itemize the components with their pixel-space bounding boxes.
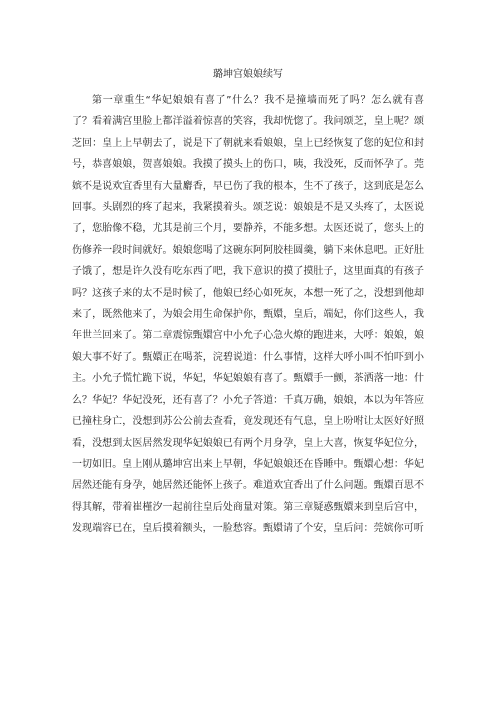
document-body: 第一章重生“华妃娘娘有喜了”什么？我不是撞墙而死了吗？怎么就有喜了？看着满宫里脸上都洋溢着惊喜的笑容，我却恍惚了。我问颂芝，皇上呢？颂芝回：皇上上早朝去了，说是下了朝就来看娘娘，皇上已经恢复了您的妃位和封号，恭喜娘娘，贺喜娘娘。我摸了摸头上的伤口，咦，我没死，反而怀孕了。莞嫔不是说欢宜香里有大量麝香，早已伤了我的根本，生不了孩子，这到底是怎么回事。头剧烈的疼了起来，我紧摸着头。颂芝说：娘娘是不是又头疼了，太医说了，您胎像不稳，尤其是前三个月，要静养，不能多想。太医还说了，您头上的伤修养一段时间就好。娘娘您喝了这碗东阿阿胶桂圆羹，躺下来休息吧。正好肚子饿了，想是许久没有吃东西了吧，我下意识的摸了摸肚子，这里面真的有孩子吗？这孩子来的太不是时候了，他娘已经心如死灰，本想一死了之，没想到他却来了，既然他来了，为娘会用生命保护你，甄嬛，皇后，端妃，你们这些人，我年世兰回来了。第二章震惊甄嬛宫中小允子心急火燎的跑进来，大呼：娘娘，娘娘大事不好了。甄嬛正在喝茶，浣碧说道：什么事情，这样大呼小叫不怕吓到小主。小允子慌忙跪下说，华妃，华妃娘娘有喜了。甄嬛手一颤，茶洒落一地：什么？华妃？华妃没死，还有喜了？小允子答道：千真万确，娘娘，本以为年答应已撞柱身亡，没想到苏公公前去查看，竟发现还有气息，皇上吩咐让太医好好照看，没想到太医居然发现华妃娘娘已有两个月身孕，皇上大喜，恢复华妃位分，一切如旧。皇上刚从璐坤宫出来上早朝，华妃娘娘还在昏睡中。甄嬛心想：华妃居然还能有身孕，她居然还能怀上孩子。难道欢宜香出了什么问题。甄嬛百思不得其解，带着崔槿汐一起前往皇后处商量对策。第三章疑惑甄嬛来到皇后宫中，发现端容已在，皇后摸着额头，一脸愁容。甄嬛请了个安，皇后问：莞嫔你可听 [72,95,424,535]
document-title: 璐坤宫娘娘续写 [213,69,283,80]
